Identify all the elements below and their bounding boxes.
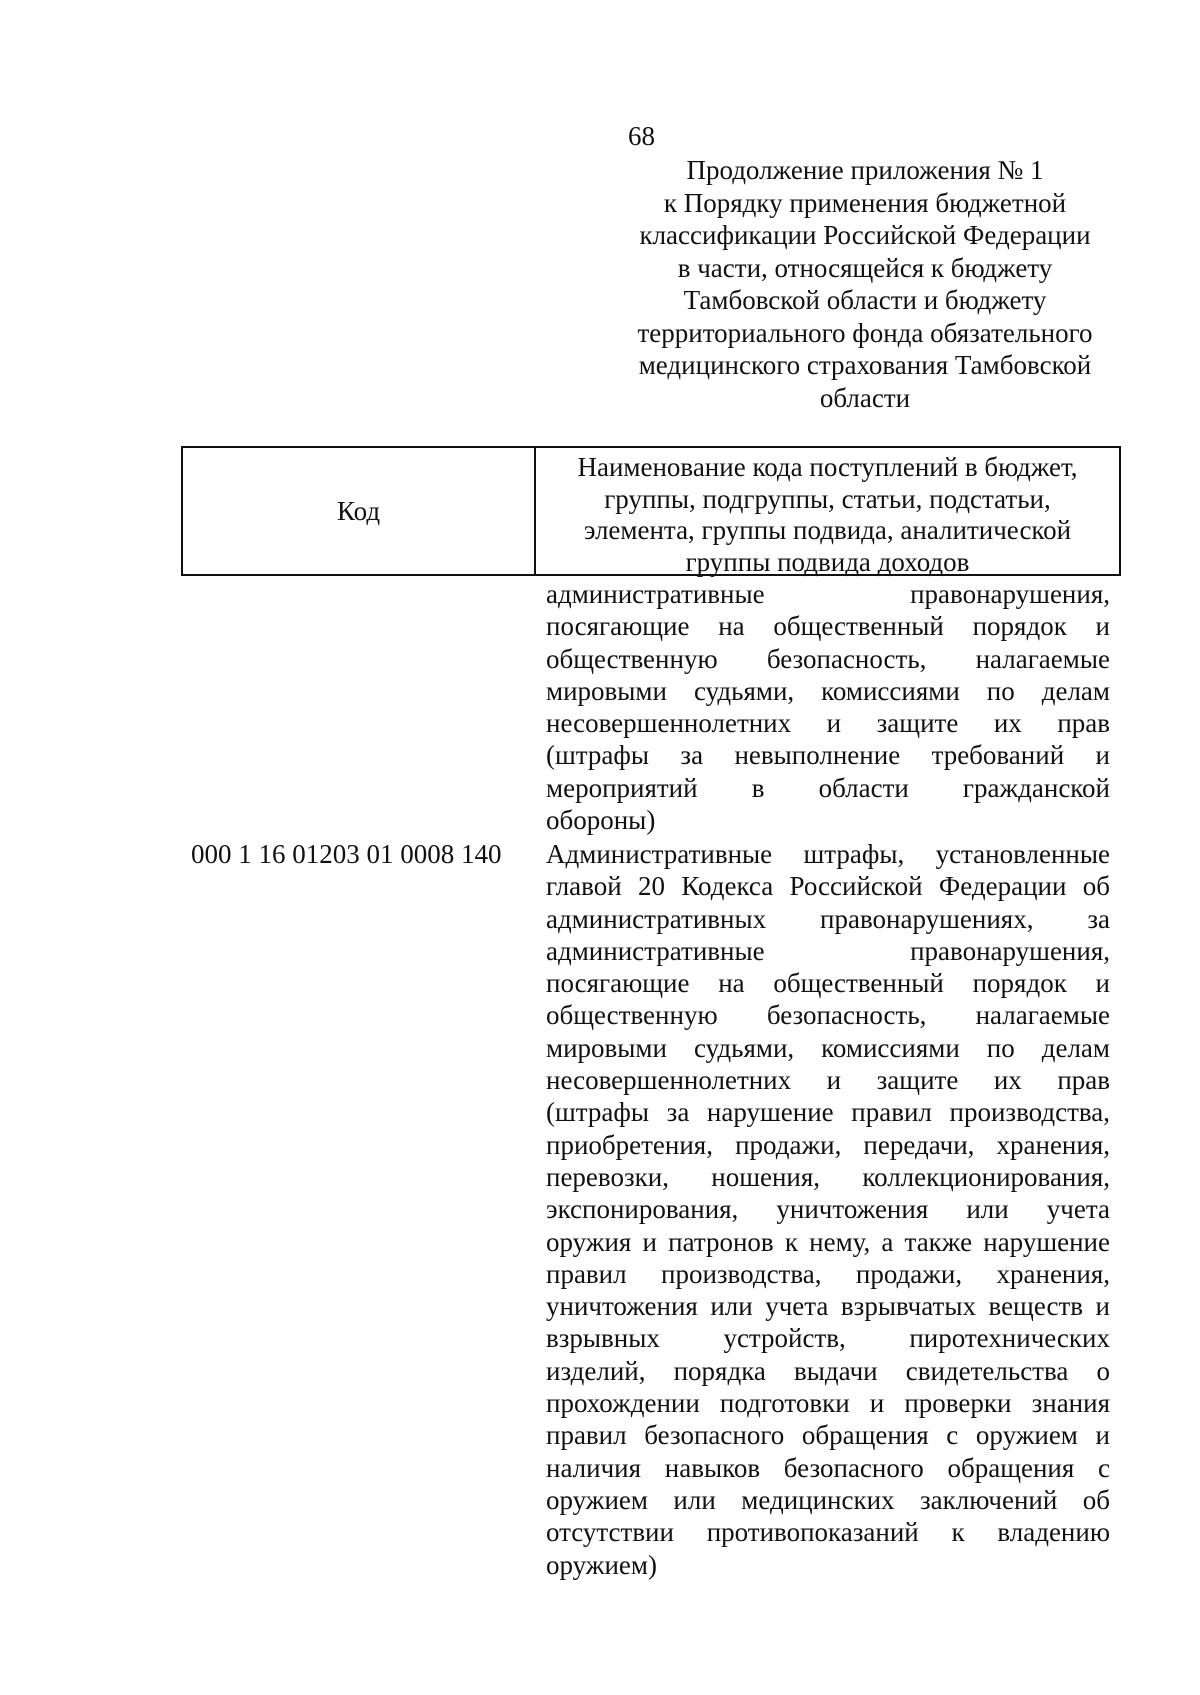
text-line: мероприятий в области гражданской [546, 772, 1110, 803]
text-line: административные правонарушения, [546, 579, 1110, 609]
revenue-code: 000 1 16 01203 01 0008 140 [191, 839, 502, 869]
text-line: изделий, порядка выдачи свидетельства о [546, 1355, 1110, 1386]
text-line: несовершеннолетних и защите их прав [546, 1065, 1110, 1096]
header-line: Тамбовской области и бюджету [683, 285, 1047, 315]
text-line: посягающие на общественный порядок и [546, 968, 1110, 999]
text-line: взрывных устройств, пиротехнических [546, 1323, 1110, 1354]
column-header-code: Код [183, 448, 536, 574]
column-header-name-line: группы подвида доходов [685, 546, 970, 577]
text-line: мировыми судьями, комиссиями по делам [546, 675, 1110, 706]
text-line: административные правонарушения, [546, 935, 1110, 966]
text-line: мировыми судьями, комиссиями по делам [546, 1032, 1110, 1063]
text-line: посягающие на общественный порядок и [546, 611, 1110, 642]
header-line: в части, относящейся к бюджету [677, 252, 1053, 283]
text-line: (штрафы за невыполнение требований и [546, 740, 1110, 771]
text-line: обороны) [546, 805, 656, 836]
text-line: главой 20 Кодекса Российской Федерации об [546, 871, 1110, 902]
text-line: перевозки, ношения, коллекционирования, [546, 1161, 1110, 1192]
text-line: правил безопасного обращения с оружием и [546, 1420, 1110, 1451]
text-line: оружием) [546, 1549, 657, 1580]
continued-description [546, 578, 1110, 836]
column-header-name-line: Наименование кода поступлений в бюджет, [577, 452, 1078, 482]
header-line: классификации Российской Федерации [639, 220, 1091, 250]
page-number: 68 [628, 121, 655, 151]
column-header-name [536, 448, 1119, 577]
text-line: правил производства, продажи, хранения, [546, 1258, 1110, 1289]
text-line: (штрафы за нарушение правил производства, [546, 1097, 1110, 1128]
header-line: к Порядку применения бюджетной [663, 187, 1067, 218]
text-line: административных правонарушениях, за [546, 903, 1110, 934]
header-line: медицинского страхования Тамбовской [638, 350, 1092, 380]
text-line: общественную безопасность, налагаемые [546, 1000, 1110, 1031]
header-line: Продолжение приложения № 1 [686, 155, 1044, 185]
header-line: территориального фонда обязательного [637, 317, 1093, 348]
text-line: экспонирования, уничтожения или учета [546, 1194, 1110, 1225]
text-line: прохождении подготовки и проверки знания [546, 1388, 1110, 1419]
text-line: отсутствии противопоказаний к владению [546, 1517, 1110, 1548]
column-header-name-line: элемента, группы подвида, аналитической [583, 515, 1072, 545]
text-line: уничтожения или учета взрывчатых веществ и [546, 1291, 1110, 1322]
document-header [620, 154, 1110, 414]
header-line: области [819, 382, 911, 413]
text-line: приобретения, продажи, передачи, хранения, [546, 1129, 1110, 1160]
text-line: общественную безопасность, налагаемые [546, 643, 1110, 674]
text-line: оружия и патронов к нему, а также нарушение [546, 1226, 1110, 1257]
column-header-name-line: группы, подгруппы, статьи, подстатьи, [604, 483, 1051, 514]
table-header [181, 446, 1121, 576]
revenue-description [546, 838, 1110, 1581]
text-line: оружием или медицинских заключений об [546, 1484, 1110, 1515]
text-line: несовершеннолетних и защите их прав [546, 708, 1110, 739]
text-line: Административные штрафы, установленные [546, 839, 1110, 869]
text-line: наличия навыков безопасного обращения с [546, 1452, 1110, 1483]
